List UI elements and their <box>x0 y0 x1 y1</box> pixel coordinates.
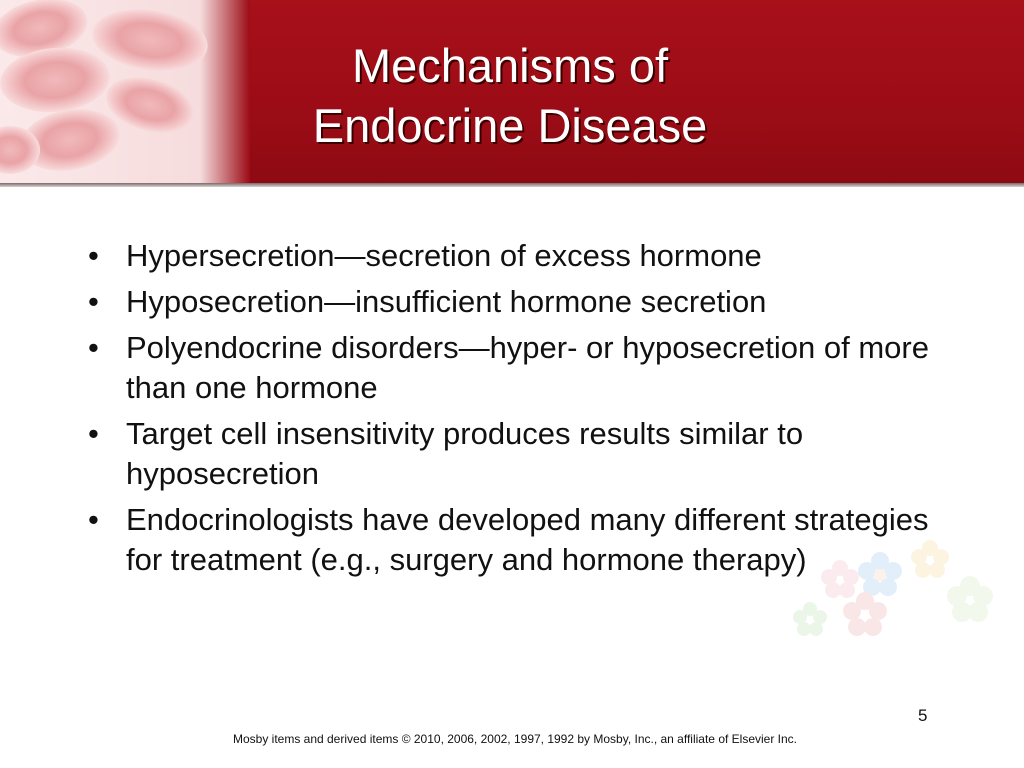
slide-title <box>230 36 790 156</box>
bullet-item <box>84 500 934 580</box>
slide-title-line-2: Endocrine Disease <box>312 99 708 152</box>
bullet-item <box>84 414 934 494</box>
bullet-glyph: • <box>88 416 99 451</box>
bullet-glyph: • <box>88 284 99 319</box>
bullet-glyph: • <box>88 330 99 365</box>
bullet-glyph: • <box>88 238 99 273</box>
title-banner <box>0 0 1024 183</box>
bullet-text: Endocrinologists have developed many different strategies for treatment (e.g., surgery and hormone therapy) <box>126 502 929 577</box>
slide-title-line-1: Mechanisms of <box>351 39 669 92</box>
bullet-text: Hypersecretion—secretion of excess hormone <box>126 238 762 273</box>
bullet-glyph: • <box>88 502 99 537</box>
bullet-item <box>84 328 934 408</box>
bullet-list <box>84 236 934 586</box>
bullet-item <box>84 282 934 322</box>
bullet-text: Polyendocrine disorders—hyper- or hyposecretion of more than one hormone <box>126 330 929 405</box>
slide-number: 5 <box>918 706 928 725</box>
copyright-footer: Mosby items and derived items © 2010, 2006, 2002, 1997, 1992 by Mosby, Inc., an affiliate of Elsevier Inc. <box>232 732 798 746</box>
bullet-text: Hyposecretion—insufficient hormone secretion <box>126 284 767 319</box>
header-divider <box>0 183 1024 187</box>
bullet-text: Target cell insensitivity produces results similar to hyposecretion <box>126 416 804 491</box>
red-blood-cells-image <box>0 0 250 183</box>
bullet-item <box>84 236 934 276</box>
